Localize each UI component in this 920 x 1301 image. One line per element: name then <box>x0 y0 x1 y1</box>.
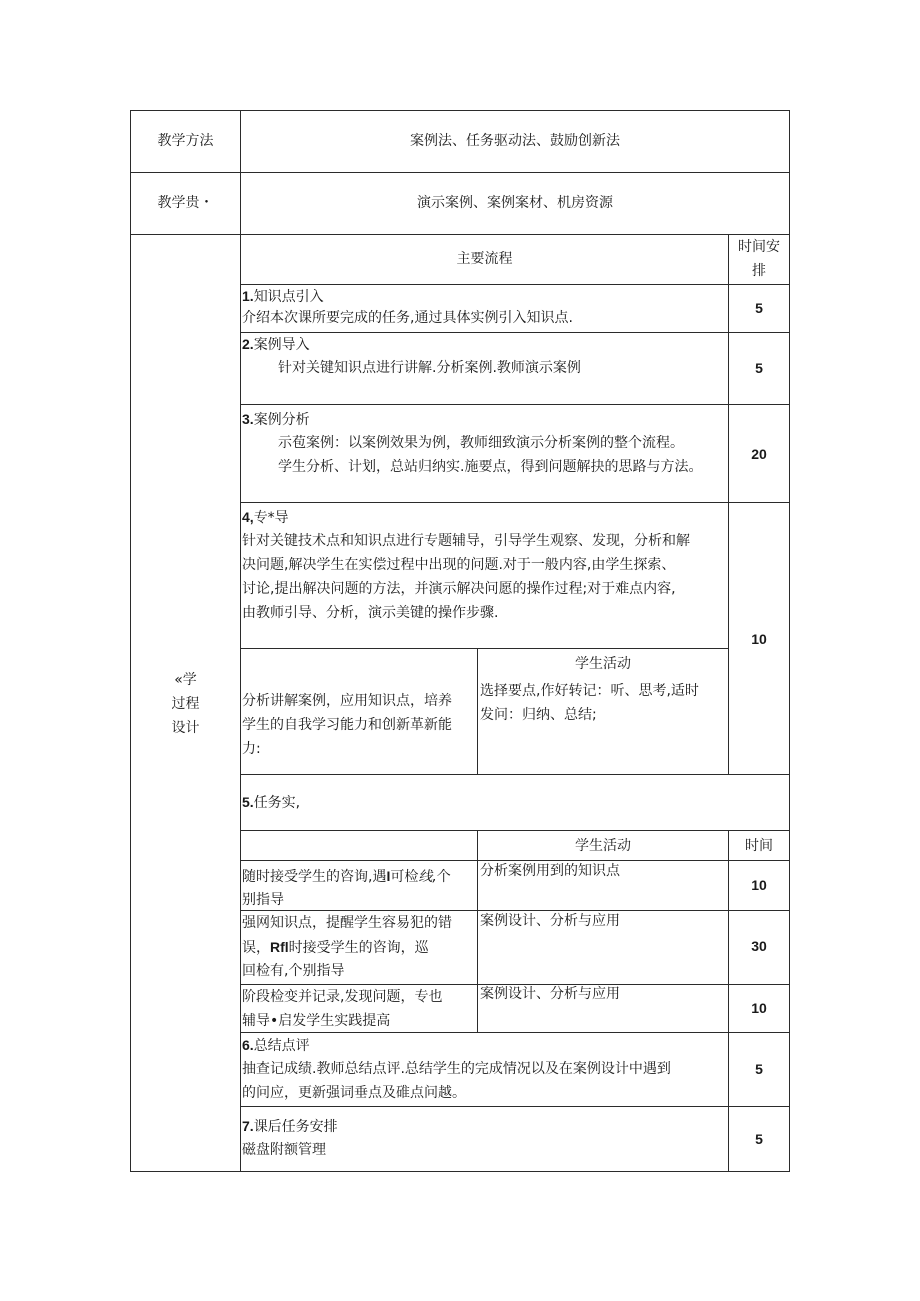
method-label: 教学方法 <box>157 133 214 149</box>
step6-time: 5 <box>755 1061 763 1077</box>
step1-time: 5 <box>755 300 763 316</box>
step4-text-line: 决问题,解决学生在实偿过程中出现的问题.对于一般内容,由学生探索、 <box>242 557 676 573</box>
step3-time: 20 <box>751 446 767 462</box>
table-rule <box>240 648 728 649</box>
step4-time: 10 <box>751 631 767 647</box>
step3-title: 3.案例分析 <box>242 411 310 428</box>
step6-text-line2: 的问应，更新强词垂点及碓点问越。 <box>242 1085 466 1101</box>
step5-row3-teacher-line1: 阶段检变并记录,发现问题，专也 <box>242 989 443 1005</box>
step2-text: 针对关键知识点进行讲解.分析案例.教师演示案例 <box>278 360 581 376</box>
table-border-bottom <box>130 1171 790 1172</box>
step3-text-line2: 学生分析、计划，总站归纳实.施要点，得到问题解抉的思路与方法。 <box>278 459 703 475</box>
step4-text-line: 针对关键技术点和知识点进行专题辅导，引导学生观察、发现，分析和解 <box>242 533 690 549</box>
activity-column-rule <box>477 830 478 1032</box>
table-rule <box>240 830 790 831</box>
resource-value: 演示案例、案例案材、机房资源 <box>417 195 613 211</box>
table-rule <box>130 234 790 235</box>
step2-title: 2.案例导入 <box>242 336 310 353</box>
step4-title: 4,专*导 <box>242 509 289 526</box>
step1-text: 介绍本次课所要完成的任务,通过具体实例引入知识点. <box>242 310 573 326</box>
step5-title: 5.任务实, <box>242 794 301 811</box>
step4-teacher-line: 分析讲解案例，应用知识点，培养 <box>242 693 452 709</box>
process-design-label-line1: «学 <box>174 672 197 688</box>
step1-title: 1.知识点引入 <box>242 288 324 305</box>
step2-time: 5 <box>755 360 763 376</box>
process-design-label-line2: 过程 <box>171 696 200 712</box>
step4-teacher-line: 学生的自我学习能力和创新革新能 <box>242 717 452 733</box>
step4-student-line: 发问：归纳、总结; <box>480 707 597 723</box>
table-rule <box>240 502 790 503</box>
table-border-top <box>130 110 790 111</box>
step5-activity-header: 学生活动 <box>575 838 631 854</box>
time-header-line1: 时间安 <box>738 239 780 255</box>
step5-row3-teacher-line2: 辅导•启发学生实践提高 <box>242 1013 391 1029</box>
table-border-right <box>789 110 790 1172</box>
step4-teacher-line: 力: <box>242 741 261 757</box>
process-design-label-line3: 设计 <box>171 720 200 736</box>
step4-text-line: 由教师引导、分析，演示美键的操作步骤. <box>242 605 499 621</box>
step5-row2-time: 30 <box>751 938 767 954</box>
step4-activity-header: 学生活动 <box>575 656 631 672</box>
step5-row3-time: 10 <box>751 1000 767 1016</box>
table-rule <box>240 774 790 775</box>
step5-row2-student: 案例设计、分析与应用 <box>480 913 620 929</box>
table-rule <box>240 1106 790 1107</box>
step5-time-header: 时间 <box>745 838 773 854</box>
resource-label: 教学贵・ <box>157 195 214 211</box>
step4-student-line: 选择要点,作好转记：听、思考,适时 <box>480 683 699 699</box>
step5-row3-student: 案例设计、分析与应用 <box>480 986 620 1002</box>
step5-row1-student: 分析案例用到的知识点 <box>480 863 620 879</box>
method-value: 案例法、任务驱动法、鼓励创新法 <box>410 133 620 149</box>
step7-title: 7.课后任务安排 <box>242 1118 338 1135</box>
step6-title: 6.总结点评 <box>242 1037 310 1054</box>
table-rule <box>240 332 790 333</box>
step6-text-line1: 抽查记成绩.教师总结点评.总结学生的完成情况以及在案例设计中遇到 <box>242 1061 671 1077</box>
table-rule <box>240 404 790 405</box>
step4-text-line: 讨论,提出解决问题的方法，并演示解决问愿的操作过程;对于难点内容, <box>242 581 676 597</box>
step5-row1-teacher-line1: 随时接受学生的咨询,遇I可检线,个 <box>242 868 451 885</box>
step7-time: 5 <box>755 1131 763 1147</box>
step5-row1-teacher-line2: 别指导 <box>242 892 284 908</box>
step5-row2-teacher-line1: 强网知识点，提醒学生容易犯的错 <box>242 915 452 931</box>
step5-row2-teacher-line2: 误，Rfl时接受学生的咨询，巡 <box>242 939 429 956</box>
time-header-line2: 排 <box>752 263 766 279</box>
step5-row2-teacher-line3: 回检有,个别指导 <box>242 963 345 979</box>
main-flow-header: 主要流程 <box>456 251 513 267</box>
step5-row1-time: 10 <box>751 877 767 893</box>
table-border-left <box>130 110 131 1172</box>
step7-text: 磁盘附额管理 <box>242 1142 326 1158</box>
step3-text-line1: 示苞案例：以案例效果为例，教师细致演示分析案例的整个流程。 <box>278 435 684 451</box>
table-rule <box>130 172 790 173</box>
